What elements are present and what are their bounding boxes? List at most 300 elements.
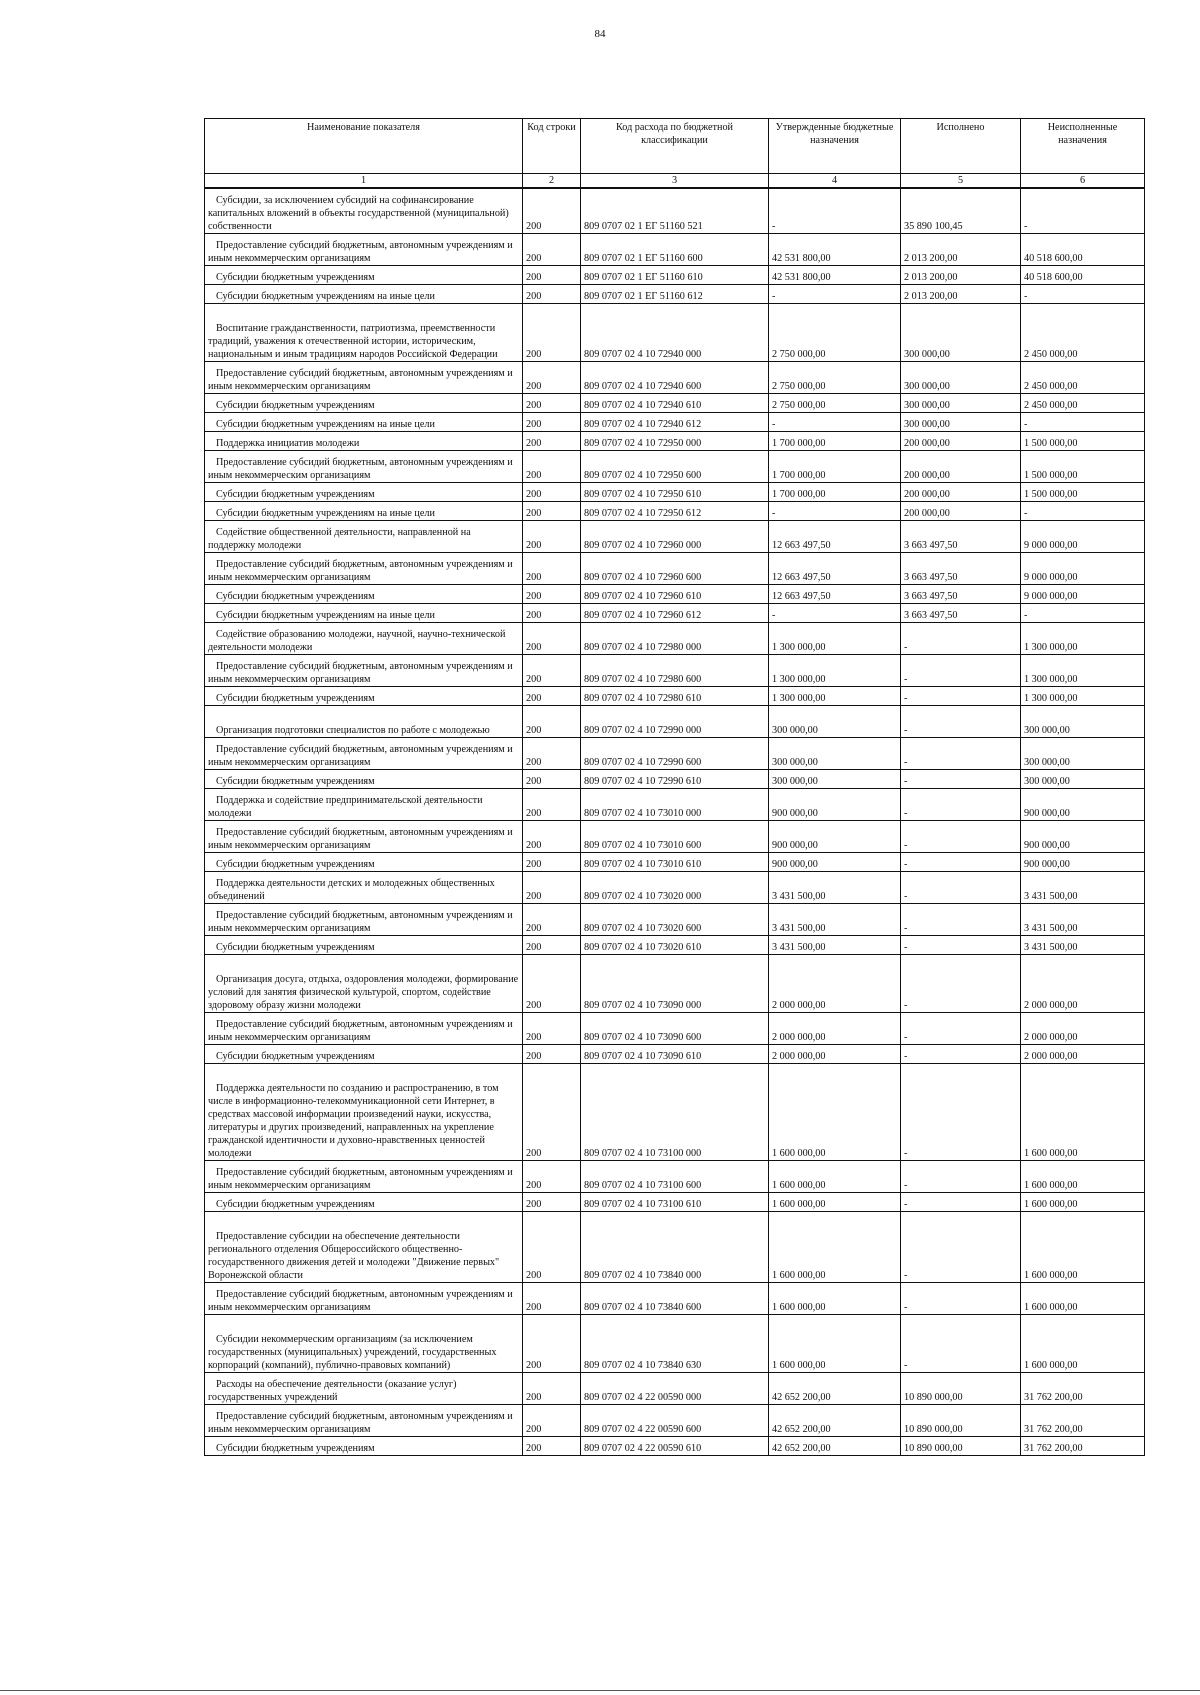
budget-code-cell: 809 0707 02 4 10 73100 000 (581, 1064, 769, 1161)
approved-amount-cell: 42 652 200,00 (769, 1373, 901, 1405)
line-code-cell: 200 (523, 853, 581, 872)
indicator-name-cell: Субсидии бюджетным учреждениям (205, 853, 523, 872)
approved-amount-cell: 900 000,00 (769, 853, 901, 872)
indicator-name-cell: Субсидии бюджетным учреждениям (205, 1193, 523, 1212)
budget-code-cell: 809 0707 02 4 10 73840 000 (581, 1212, 769, 1283)
line-code-cell: 200 (523, 872, 581, 904)
header-approved-appropriations: Утвержденные бюджетные назначения (769, 119, 901, 174)
table-row (205, 738, 1145, 770)
table-row (205, 1405, 1145, 1437)
header-budget-classification-code: Код расхода по бюджетной классификации (581, 119, 769, 174)
approved-amount-cell: 42 531 800,00 (769, 266, 901, 285)
budget-code-cell: 809 0707 02 4 10 72950 610 (581, 483, 769, 502)
indicator-name-cell: Предоставление субсидий бюджетным, автономным учреждениям и иным некоммерческим организациям (205, 1283, 523, 1315)
line-code-cell: 200 (523, 904, 581, 936)
approved-amount-cell: 300 000,00 (769, 706, 901, 738)
approved-amount-cell: 3 431 500,00 (769, 872, 901, 904)
indicator-name-cell: Субсидии бюджетным учреждениям (205, 394, 523, 413)
table-row (205, 1373, 1145, 1405)
indicator-name-cell: Субсидии бюджетным учреждениям (205, 1437, 523, 1456)
unexecuted-amount-cell: 3 431 500,00 (1021, 904, 1145, 936)
table-row (205, 413, 1145, 432)
budget-code-cell: 809 0707 02 4 10 73100 610 (581, 1193, 769, 1212)
executed-amount-cell: - (901, 623, 1021, 655)
budget-code-cell: 809 0707 02 4 10 72950 000 (581, 432, 769, 451)
budget-code-cell: 809 0707 02 1 ЕГ 51160 610 (581, 266, 769, 285)
executed-amount-cell: 200 000,00 (901, 432, 1021, 451)
table-row (205, 936, 1145, 955)
budget-code-cell: 809 0707 02 4 10 73020 600 (581, 904, 769, 936)
executed-amount-cell: 300 000,00 (901, 394, 1021, 413)
approved-amount-cell: - (769, 604, 901, 623)
indicator-name-cell: Организация подготовки специалистов по работе с молодежью (205, 706, 523, 738)
approved-amount-cell: 12 663 497,50 (769, 585, 901, 604)
table-row (205, 285, 1145, 304)
approved-amount-cell: 2 750 000,00 (769, 362, 901, 394)
indicator-name-cell: Предоставление субсидий бюджетным, автономным учреждениям и иным некоммерческим организациям (205, 655, 523, 687)
executed-amount-cell: 200 000,00 (901, 451, 1021, 483)
table-row (205, 853, 1145, 872)
budget-code-cell: 809 0707 02 4 10 72940 610 (581, 394, 769, 413)
approved-amount-cell: 42 531 800,00 (769, 234, 901, 266)
table-row (205, 1437, 1145, 1456)
line-code-cell: 200 (523, 1045, 581, 1064)
line-code-cell: 200 (523, 266, 581, 285)
executed-amount-cell: 300 000,00 (901, 362, 1021, 394)
indicator-name-cell: Субсидии бюджетным учреждениям на иные цели (205, 413, 523, 432)
column-number: 3 (581, 174, 769, 189)
indicator-name-cell: Субсидии бюджетным учреждениям (205, 585, 523, 604)
indicator-name-cell: Расходы на обеспечение деятельности (оказание услуг) государственных учреждений (205, 1373, 523, 1405)
unexecuted-amount-cell: 1 600 000,00 (1021, 1283, 1145, 1315)
approved-amount-cell: 300 000,00 (769, 738, 901, 770)
executed-amount-cell: - (901, 1013, 1021, 1045)
table-row (205, 623, 1145, 655)
indicator-name-cell: Предоставление субсидий бюджетным, автономным учреждениям и иным некоммерческим организациям (205, 1013, 523, 1045)
unexecuted-amount-cell: 1 600 000,00 (1021, 1064, 1145, 1161)
indicator-name-cell: Субсидии бюджетным учреждениям (205, 483, 523, 502)
line-code-cell: 200 (523, 955, 581, 1013)
line-code-cell: 200 (523, 483, 581, 502)
line-code-cell: 200 (523, 1212, 581, 1283)
executed-amount-cell: - (901, 1193, 1021, 1212)
table-row (205, 604, 1145, 623)
line-code-cell: 200 (523, 1283, 581, 1315)
table-row (205, 1193, 1145, 1212)
unexecuted-amount-cell: - (1021, 188, 1145, 234)
line-code-cell: 200 (523, 432, 581, 451)
table-row (205, 872, 1145, 904)
budget-code-cell: 809 0707 02 1 ЕГ 51160 612 (581, 285, 769, 304)
table-row (205, 234, 1145, 266)
unexecuted-amount-cell: 1 500 000,00 (1021, 451, 1145, 483)
page-number: 84 (594, 28, 606, 40)
unexecuted-amount-cell: 31 762 200,00 (1021, 1405, 1145, 1437)
budget-code-cell: 809 0707 02 4 10 72990 610 (581, 770, 769, 789)
indicator-name-cell: Субсидии бюджетным учреждениям (205, 1045, 523, 1064)
table-body (205, 188, 1145, 1456)
budget-code-cell: 809 0707 02 4 10 73020 000 (581, 872, 769, 904)
executed-amount-cell: 3 663 497,50 (901, 585, 1021, 604)
line-code-cell: 200 (523, 604, 581, 623)
indicator-name-cell: Поддержка и содействие предпринимательской деятельности молодежи (205, 789, 523, 821)
approved-amount-cell: 2 000 000,00 (769, 955, 901, 1013)
indicator-name-cell: Поддержка инициатив молодежи (205, 432, 523, 451)
header-line-code: Код строки (523, 119, 581, 174)
indicator-name-cell: Субсидии бюджетным учреждениям на иные цели (205, 502, 523, 521)
executed-amount-cell: 2 013 200,00 (901, 234, 1021, 266)
table-row (205, 655, 1145, 687)
executed-amount-cell: 10 890 000,00 (901, 1405, 1021, 1437)
unexecuted-amount-cell: 1 600 000,00 (1021, 1212, 1145, 1283)
executed-amount-cell: - (901, 853, 1021, 872)
unexecuted-amount-cell: 1 300 000,00 (1021, 655, 1145, 687)
unexecuted-amount-cell: 31 762 200,00 (1021, 1373, 1145, 1405)
unexecuted-amount-cell: 300 000,00 (1021, 770, 1145, 789)
executed-amount-cell: - (901, 1045, 1021, 1064)
unexecuted-amount-cell: 40 518 600,00 (1021, 266, 1145, 285)
indicator-name-cell: Содействие общественной деятельности, направленной на поддержку молодежи (205, 521, 523, 553)
executed-amount-cell: 10 890 000,00 (901, 1437, 1021, 1456)
table-row (205, 362, 1145, 394)
line-code-cell: 200 (523, 1437, 581, 1456)
budget-code-cell: 809 0707 02 4 10 73090 610 (581, 1045, 769, 1064)
budget-code-cell: 809 0707 02 4 10 73840 600 (581, 1283, 769, 1315)
approved-amount-cell: - (769, 188, 901, 234)
unexecuted-amount-cell: 300 000,00 (1021, 706, 1145, 738)
budget-code-cell: 809 0707 02 4 10 73010 610 (581, 853, 769, 872)
table-row (205, 1212, 1145, 1283)
column-number: 5 (901, 174, 1021, 189)
approved-amount-cell: 2 000 000,00 (769, 1045, 901, 1064)
executed-amount-cell: - (901, 706, 1021, 738)
column-number: 4 (769, 174, 901, 189)
line-code-cell: 200 (523, 502, 581, 521)
column-number: 1 (205, 174, 523, 189)
executed-amount-cell: - (901, 655, 1021, 687)
indicator-name-cell: Предоставление субсидии на обеспечение деятельности регионального отделения Общероссийского общественно-государственного движения детей и молодежи "Движение первых" Воронежской области (205, 1212, 523, 1283)
approved-amount-cell: 3 431 500,00 (769, 904, 901, 936)
unexecuted-amount-cell: 31 762 200,00 (1021, 1437, 1145, 1456)
line-code-cell: 200 (523, 553, 581, 585)
line-code-cell: 200 (523, 1193, 581, 1212)
unexecuted-amount-cell: 3 431 500,00 (1021, 872, 1145, 904)
budget-code-cell: 809 0707 02 4 10 73090 000 (581, 955, 769, 1013)
approved-amount-cell: 1 600 000,00 (769, 1193, 901, 1212)
line-code-cell: 200 (523, 451, 581, 483)
line-code-cell: 200 (523, 285, 581, 304)
executed-amount-cell: - (901, 955, 1021, 1013)
budget-execution-table-wrapper (204, 118, 1144, 1456)
table-row (205, 394, 1145, 413)
table-row (205, 1161, 1145, 1193)
unexecuted-amount-cell: 1 500 000,00 (1021, 432, 1145, 451)
approved-amount-cell: 2 000 000,00 (769, 1013, 901, 1045)
header-unexecuted-appropriations: Неисполненные назначения (1021, 119, 1145, 174)
line-code-cell: 200 (523, 1013, 581, 1045)
executed-amount-cell: - (901, 821, 1021, 853)
approved-amount-cell: 1 700 000,00 (769, 432, 901, 451)
table-row (205, 553, 1145, 585)
budget-code-cell: 809 0707 02 4 10 72960 612 (581, 604, 769, 623)
line-code-cell: 200 (523, 304, 581, 362)
unexecuted-amount-cell: 1 600 000,00 (1021, 1315, 1145, 1373)
table-header (205, 119, 1145, 189)
line-code-cell: 200 (523, 706, 581, 738)
budget-code-cell: 809 0707 02 4 10 73840 630 (581, 1315, 769, 1373)
table-row (205, 1283, 1145, 1315)
line-code-cell: 200 (523, 585, 581, 604)
approved-amount-cell: 1 600 000,00 (769, 1064, 901, 1161)
budget-code-cell: 809 0707 02 4 10 72990 600 (581, 738, 769, 770)
approved-amount-cell: 42 652 200,00 (769, 1437, 901, 1456)
indicator-name-cell: Субсидии бюджетным учреждениям (205, 687, 523, 706)
table-row (205, 483, 1145, 502)
line-code-cell: 200 (523, 789, 581, 821)
column-number-row (205, 174, 1145, 189)
budget-code-cell: 809 0707 02 4 22 00590 600 (581, 1405, 769, 1437)
indicator-name-cell: Предоставление субсидий бюджетным, автономным учреждениям и иным некоммерческим организациям (205, 821, 523, 853)
executed-amount-cell: 10 890 000,00 (901, 1373, 1021, 1405)
approved-amount-cell: 1 700 000,00 (769, 451, 901, 483)
line-code-cell: 200 (523, 655, 581, 687)
executed-amount-cell: 3 663 497,50 (901, 604, 1021, 623)
indicator-name-cell: Предоставление субсидий бюджетным, автономным учреждениям и иным некоммерческим организациям (205, 362, 523, 394)
budget-code-cell: 809 0707 02 4 10 72960 600 (581, 553, 769, 585)
approved-amount-cell: 300 000,00 (769, 770, 901, 789)
indicator-name-cell: Субсидии бюджетным учреждениям на иные цели (205, 285, 523, 304)
approved-amount-cell: 900 000,00 (769, 821, 901, 853)
budget-code-cell: 809 0707 02 4 10 72990 000 (581, 706, 769, 738)
executed-amount-cell: - (901, 687, 1021, 706)
executed-amount-cell: - (901, 1212, 1021, 1283)
table-row (205, 585, 1145, 604)
approved-amount-cell: 1 300 000,00 (769, 623, 901, 655)
table-row (205, 1064, 1145, 1161)
table-row (205, 904, 1145, 936)
table-row (205, 687, 1145, 706)
table-row (205, 188, 1145, 234)
unexecuted-amount-cell: 300 000,00 (1021, 738, 1145, 770)
unexecuted-amount-cell: 900 000,00 (1021, 789, 1145, 821)
budget-execution-table (204, 118, 1145, 1456)
executed-amount-cell: - (901, 936, 1021, 955)
line-code-cell: 200 (523, 521, 581, 553)
approved-amount-cell: - (769, 413, 901, 432)
indicator-name-cell: Субсидии бюджетным учреждениям (205, 770, 523, 789)
unexecuted-amount-cell: 2 450 000,00 (1021, 304, 1145, 362)
executed-amount-cell: 2 013 200,00 (901, 266, 1021, 285)
line-code-cell: 200 (523, 362, 581, 394)
table-row (205, 955, 1145, 1013)
table-row (205, 521, 1145, 553)
table-row (205, 502, 1145, 521)
approved-amount-cell: 42 652 200,00 (769, 1405, 901, 1437)
line-code-cell: 200 (523, 1315, 581, 1373)
executed-amount-cell: - (901, 789, 1021, 821)
column-number: 2 (523, 174, 581, 189)
unexecuted-amount-cell: 900 000,00 (1021, 853, 1145, 872)
approved-amount-cell: - (769, 285, 901, 304)
executed-amount-cell: 300 000,00 (901, 413, 1021, 432)
indicator-name-cell: Предоставление субсидий бюджетным, автономным учреждениям и иным некоммерческим организациям (205, 738, 523, 770)
unexecuted-amount-cell: 1 600 000,00 (1021, 1193, 1145, 1212)
executed-amount-cell: - (901, 1064, 1021, 1161)
unexecuted-amount-cell: 2 450 000,00 (1021, 362, 1145, 394)
header-executed: Исполнено (901, 119, 1021, 174)
budget-code-cell: 809 0707 02 4 10 72940 000 (581, 304, 769, 362)
approved-amount-cell: 3 431 500,00 (769, 936, 901, 955)
line-code-cell: 200 (523, 821, 581, 853)
budget-code-cell: 809 0707 02 4 10 72960 610 (581, 585, 769, 604)
unexecuted-amount-cell: - (1021, 413, 1145, 432)
budget-code-cell: 809 0707 02 4 10 72960 000 (581, 521, 769, 553)
table-row (205, 432, 1145, 451)
unexecuted-amount-cell: 40 518 600,00 (1021, 234, 1145, 266)
column-number: 6 (1021, 174, 1145, 189)
table-row (205, 1013, 1145, 1045)
executed-amount-cell: - (901, 1283, 1021, 1315)
budget-code-cell: 809 0707 02 1 ЕГ 51160 521 (581, 188, 769, 234)
approved-amount-cell: 1 700 000,00 (769, 483, 901, 502)
table-row (205, 770, 1145, 789)
approved-amount-cell: 900 000,00 (769, 789, 901, 821)
indicator-name-cell: Воспитание гражданственности, патриотизма, преемственности традиций, уважения к отечественной истории, историческим, национальным и иным традициям народов Российской Федерации (205, 304, 523, 362)
line-code-cell: 200 (523, 234, 581, 266)
budget-code-cell: 809 0707 02 4 10 72950 612 (581, 502, 769, 521)
indicator-name-cell: Субсидии бюджетным учреждениям на иные цели (205, 604, 523, 623)
line-code-cell: 200 (523, 738, 581, 770)
executed-amount-cell: 200 000,00 (901, 502, 1021, 521)
line-code-cell: 200 (523, 770, 581, 789)
executed-amount-cell: 300 000,00 (901, 304, 1021, 362)
unexecuted-amount-cell: 1 600 000,00 (1021, 1161, 1145, 1193)
indicator-name-cell: Субсидии бюджетным учреждениям (205, 936, 523, 955)
unexecuted-amount-cell: 9 000 000,00 (1021, 521, 1145, 553)
header-row (205, 119, 1145, 174)
budget-code-cell: 809 0707 02 4 10 72940 600 (581, 362, 769, 394)
budget-code-cell: 809 0707 02 4 10 73090 600 (581, 1013, 769, 1045)
budget-code-cell: 809 0707 02 4 10 73100 600 (581, 1161, 769, 1193)
approved-amount-cell: 1 600 000,00 (769, 1212, 901, 1283)
approved-amount-cell: 1 600 000,00 (769, 1161, 901, 1193)
unexecuted-amount-cell: 2 000 000,00 (1021, 1013, 1145, 1045)
budget-code-cell: 809 0707 02 4 10 73020 610 (581, 936, 769, 955)
indicator-name-cell: Субсидии бюджетным учреждениям (205, 266, 523, 285)
table-row (205, 821, 1145, 853)
indicator-name-cell: Содействие образованию молодежи, научной, научно-технической деятельности молодежи (205, 623, 523, 655)
indicator-name-cell: Организация досуга, отдыха, оздоровления молодежи, формирование условий для занятия физической культурой, спортом, содействие здоровому образу жизни молодежи (205, 955, 523, 1013)
approved-amount-cell: 1 300 000,00 (769, 687, 901, 706)
budget-code-cell: 809 0707 02 4 22 00590 000 (581, 1373, 769, 1405)
unexecuted-amount-cell: 2 000 000,00 (1021, 1045, 1145, 1064)
unexecuted-amount-cell: 1 300 000,00 (1021, 687, 1145, 706)
executed-amount-cell: - (901, 738, 1021, 770)
unexecuted-amount-cell: 2 450 000,00 (1021, 394, 1145, 413)
line-code-cell: 200 (523, 1161, 581, 1193)
unexecuted-amount-cell: 3 431 500,00 (1021, 936, 1145, 955)
table-row (205, 1045, 1145, 1064)
unexecuted-amount-cell: 1 300 000,00 (1021, 623, 1145, 655)
line-code-cell: 200 (523, 413, 581, 432)
indicator-name-cell: Предоставление субсидий бюджетным, автономным учреждениям и иным некоммерческим организациям (205, 553, 523, 585)
executed-amount-cell: 2 013 200,00 (901, 285, 1021, 304)
indicator-name-cell: Предоставление субсидий бюджетным, автономным учреждениям и иным некоммерческим организациям (205, 234, 523, 266)
indicator-name-cell: Предоставление субсидий бюджетным, автономным учреждениям и иным некоммерческим организациям (205, 451, 523, 483)
budget-code-cell: 809 0707 02 4 10 73010 000 (581, 789, 769, 821)
indicator-name-cell: Поддержка деятельности детских и молодежных общественных объединений (205, 872, 523, 904)
approved-amount-cell: 2 750 000,00 (769, 304, 901, 362)
approved-amount-cell: 2 750 000,00 (769, 394, 901, 413)
executed-amount-cell: 3 663 497,50 (901, 553, 1021, 585)
budget-code-cell: 809 0707 02 4 22 00590 610 (581, 1437, 769, 1456)
budget-code-cell: 809 0707 02 4 10 72980 600 (581, 655, 769, 687)
approved-amount-cell: 12 663 497,50 (769, 521, 901, 553)
indicator-name-cell: Поддержка деятельности по созданию и распространению, в том числе в информационно-телекоммуникационной сети Интернет, в средствах массовой информации произведений науки, искусства, литературы и других произведений, направленных на укрепление гражданской идентичности и духовно-нравственных ценностей молодежи (205, 1064, 523, 1161)
executed-amount-cell: - (901, 1161, 1021, 1193)
unexecuted-amount-cell: 1 500 000,00 (1021, 483, 1145, 502)
indicator-name-cell: Предоставление субсидий бюджетным, автономным учреждениям и иным некоммерческим организациям (205, 1405, 523, 1437)
executed-amount-cell: 200 000,00 (901, 483, 1021, 502)
line-code-cell: 200 (523, 687, 581, 706)
header-indicator-name: Наименование показателя (205, 119, 523, 174)
line-code-cell: 200 (523, 936, 581, 955)
approved-amount-cell: 1 300 000,00 (769, 655, 901, 687)
approved-amount-cell: 12 663 497,50 (769, 553, 901, 585)
line-code-cell: 200 (523, 188, 581, 234)
line-code-cell: 200 (523, 1064, 581, 1161)
budget-code-cell: 809 0707 02 4 10 73010 600 (581, 821, 769, 853)
unexecuted-amount-cell: - (1021, 285, 1145, 304)
table-row (205, 789, 1145, 821)
unexecuted-amount-cell: - (1021, 604, 1145, 623)
line-code-cell: 200 (523, 623, 581, 655)
unexecuted-amount-cell: 9 000 000,00 (1021, 585, 1145, 604)
approved-amount-cell: - (769, 502, 901, 521)
indicator-name-cell: Субсидии некоммерческим организациям (за исключением государственных (муниципальных) учреждений, государственных корпораций (компаний), публично-правовых компаний) (205, 1315, 523, 1373)
table-row (205, 266, 1145, 285)
executed-amount-cell: - (901, 872, 1021, 904)
line-code-cell: 200 (523, 1405, 581, 1437)
executed-amount-cell: - (901, 1315, 1021, 1373)
budget-code-cell: 809 0707 02 4 10 72940 612 (581, 413, 769, 432)
unexecuted-amount-cell: 900 000,00 (1021, 821, 1145, 853)
indicator-name-cell: Предоставление субсидий бюджетным, автономным учреждениям и иным некоммерческим организациям (205, 1161, 523, 1193)
table-row (205, 1315, 1145, 1373)
approved-amount-cell: 1 600 000,00 (769, 1283, 901, 1315)
budget-code-cell: 809 0707 02 4 10 72980 610 (581, 687, 769, 706)
executed-amount-cell: - (901, 770, 1021, 789)
budget-code-cell: 809 0707 02 1 ЕГ 51160 600 (581, 234, 769, 266)
unexecuted-amount-cell: 9 000 000,00 (1021, 553, 1145, 585)
indicator-name-cell: Субсидии, за исключением субсидий на софинансирование капитальных вложений в объекты государственной (муниципальной) собственности (205, 188, 523, 234)
table-row (205, 304, 1145, 362)
table-row (205, 706, 1145, 738)
executed-amount-cell: 35 890 100,45 (901, 188, 1021, 234)
line-code-cell: 200 (523, 1373, 581, 1405)
indicator-name-cell: Предоставление субсидий бюджетным, автономным учреждениям и иным некоммерческим организациям (205, 904, 523, 936)
unexecuted-amount-cell: 2 000 000,00 (1021, 955, 1145, 1013)
budget-code-cell: 809 0707 02 4 10 72980 000 (581, 623, 769, 655)
budget-code-cell: 809 0707 02 4 10 72950 600 (581, 451, 769, 483)
approved-amount-cell: 1 600 000,00 (769, 1315, 901, 1373)
line-code-cell: 200 (523, 394, 581, 413)
table-row (205, 451, 1145, 483)
executed-amount-cell: 3 663 497,50 (901, 521, 1021, 553)
page-bottom-rule (0, 1690, 1200, 1691)
unexecuted-amount-cell: - (1021, 502, 1145, 521)
executed-amount-cell: - (901, 904, 1021, 936)
